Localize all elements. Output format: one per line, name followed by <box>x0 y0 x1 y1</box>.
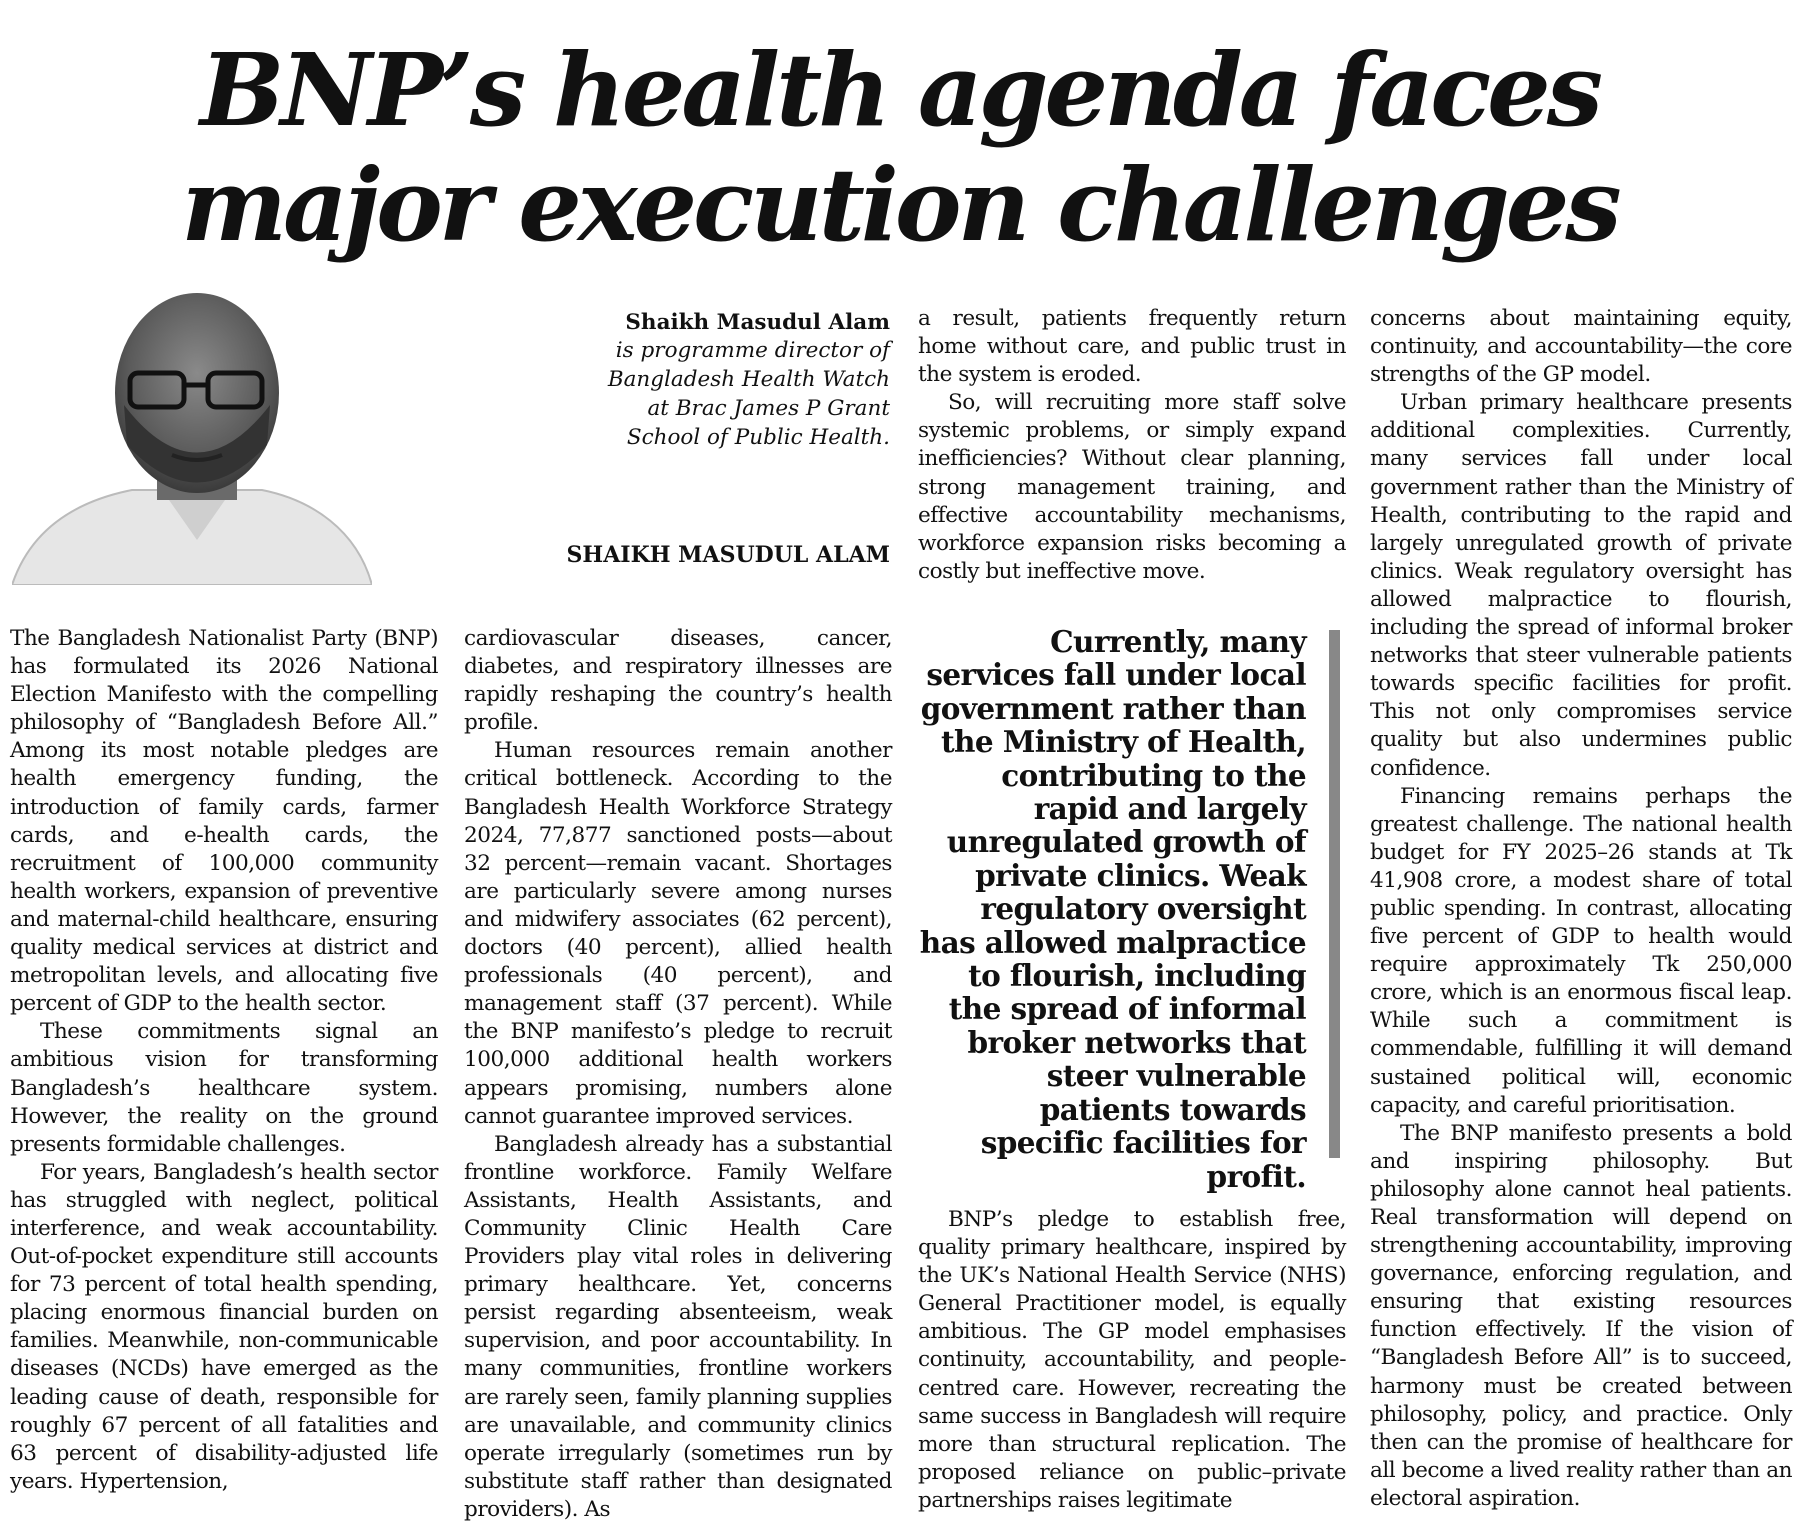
author-name: Shaikh Masudul Alam <box>625 310 890 335</box>
paragraph: Bangladesh already has a substantial frontline workforce. Family Welfare Assistants, Health Assistants, and Community Clinic Health Care Providers play vital roles in delivering primary healthcare. Yet, concerns persist regarding absenteeism, weak supervision, and poor accountability. In many communities, frontline workers are rarely seen, family planning supplies are unavailable, and community clinics operate irregularly (sometimes run by substitute staff rather than designated providers). As <box>464 1131 892 1522</box>
photo-credit: SHAIKH MASUDUL ALAM <box>566 542 890 568</box>
paragraph: Financing remains perhaps the greatest challenge. The national health budget for FY 2025–26 stands at Tk 41,908 crore, a modest share of total public spending. In contrast, allocating five percent of GDP to health would require approximately Tk 250,000 crore, which is an enormous fiscal leap. While such a commitment is commendable, fulfilling it will demand sustained political will, economic capacity, and careful prioritisation. <box>1370 783 1792 1118</box>
author-bio-line: Bangladesh Health Watch <box>607 367 890 392</box>
pull-quote-bar <box>1329 630 1340 1158</box>
paragraph: The Bangladesh Nationalist Party (BNP) has formulated its 2026 National Election Manifesto with the compelling philosophy of “Bangladesh Before All.” Among its most notable pledges are health emergency funding, the introduction of family cards, farmer cards, and e-health cards, the recruitment of 100,000 community health workers, expansion of preventive and maternal-child healthcare, ensuring quality medical services at district and metropolitan levels, and allocating five percent of GDP to the health sector. <box>10 626 438 1017</box>
paragraph: Human resources remain another critical bottleneck. According to the Bangladesh Health Workforce Strategy 2024, 77,877 sanctioned posts—about 32 percent—remain vacant. Shortages are particularly severe among nurses and midwifery associates (62 percent), doctors (40 percent), allied health professionals (40 percent), and management staff (37 percent). While the BNP manifesto’s pledge to recruit 100,000 additional health workers appears promising, numbers alone cannot guarantee improved services. <box>464 738 892 1129</box>
paragraph: So, will recruiting more staff solve systemic problems, or simply expand inefficiencies? Without clear planning, strong management training, and effective accountability mechanisms, workforce expansion risks becoming a costly but ineffective move. <box>918 390 1346 584</box>
paragraph: Urban primary healthcare presents additional complexities. Currently, many services fall under local government rather than the Ministry of Health, contributing to the rapid and largely unregulated growth of private clinics. Weak regulatory oversight has allowed malpractice to flourish, including the spread of informal broker networks that steer vulnerable patients towards specific facilities for profit. This not only compromises service quality but also undermines public confidence. <box>1370 390 1792 781</box>
paragraph: BNP’s pledge to establish free, quality primary healthcare, inspired by the UK’s National Health Service (NHS) General Practitioner model, is equally ambitious. The GP model emphasises continuity, accountability, and people-centred care. However, recreating the same success in Bangladesh will require more than structural replication. The proposed reliance on public–private partnerships raises legitimate <box>918 1207 1346 1513</box>
paragraph: For years, Bangladesh’s health sector has struggled with neglect, political interference, and weak accountability. Out-of-pocket expenditure still accounts for 73 percent of total health spending, placing enormous financial burden on families. Meanwhile, non-communicable diseases (NCDs) have emerged as the leading cause of death, responsible for roughly 67 percent of all fatalities and 63 percent of disability-adjusted life years. Hypertension, <box>10 1159 438 1494</box>
article-column-3-top <box>918 305 1346 586</box>
pull-quote: Currently, many services fall under local government rather than the Ministry of Health, contributing to the rapid and largely unregulated growth of private clinics. Weak regulatory oversight has allowed malpractice to flourish, including the spread of informal broker networks that steer vulnerable patients towards specific facilities for profit. <box>919 624 1306 1194</box>
author-bio-line: School of Public Health. <box>626 425 890 450</box>
headline-line-2: major execution challenges <box>181 146 1618 264</box>
author-bio <box>520 336 890 452</box>
paragraph: The BNP manifesto presents a bold and inspiring philosophy. But philosophy alone cannot heal patients. Real transformation will depend on strengthening accountability, improving governance, enforcing regulation, and ensuring that existing resources function effectively. If the vision of “Bangladesh Before All” is to succeed, harmony must be created between philosophy, policy, and practice. Only then can the promise of healthcare for all become a lived reality rather than an electoral aspiration. <box>1370 1120 1792 1511</box>
author-bio-line: is programme director of <box>615 338 890 363</box>
article-column-3-bottom <box>918 1206 1346 1515</box>
headline-line-1: BNP’s health agenda faces <box>199 31 1600 149</box>
paragraph: concerns about maintaining equity, continuity, and accountability—the core strengths of the GP model. <box>1370 306 1792 388</box>
author-bio-line: at Brac James P Grant <box>647 396 890 421</box>
paragraph: These commitments signal an ambitious vision for transforming Bangladesh’s healthcare system. However, the reality on the ground presents formidable challenges. <box>10 1019 438 1157</box>
paragraph: a result, patients frequently return home without care, and public trust in the system is eroded. <box>918 306 1346 388</box>
author-photo <box>12 285 372 585</box>
article-column-2 <box>464 625 892 1524</box>
article-column-4 <box>1370 305 1792 1513</box>
article-column-1 <box>10 625 438 1496</box>
paragraph: cardiovascular diseases, cancer, diabetes, and respiratory illnesses are rapidly reshaping the country’s health profile. <box>464 626 892 736</box>
